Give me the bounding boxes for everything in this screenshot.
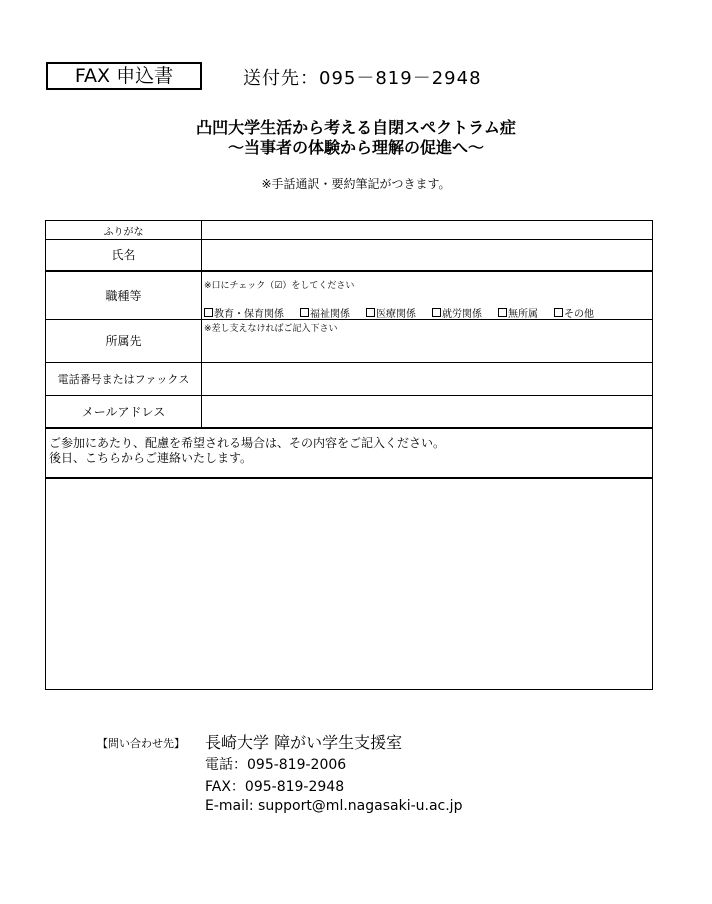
email-field[interactable] [202, 396, 654, 427]
occupation-options [204, 305, 594, 320]
checkbox[interactable] [366, 308, 375, 317]
checkbox[interactable] [498, 308, 507, 317]
affiliation-label: 所属先 [105, 334, 142, 348]
considerations-line-2: 後日、こちらからご連絡いたします。 [49, 451, 253, 465]
checkbox[interactable] [432, 308, 441, 317]
contact-organization: 長崎大学 障がい学生支援室 [205, 733, 403, 752]
checkbox[interactable] [300, 308, 309, 317]
considerations-instruction [49, 436, 445, 466]
furigana-label: ふりがな [103, 226, 144, 238]
occupation-option-other[interactable]: その他 [554, 305, 594, 320]
name-field[interactable] [202, 240, 654, 270]
phone-label: 電話番号またはファックス [57, 372, 190, 386]
phone-field[interactable] [202, 363, 654, 395]
occupation-label: 職種等 [105, 288, 142, 303]
checkbox[interactable] [204, 308, 213, 317]
occupation-option-education[interactable]: 教育・保育関係 [204, 305, 284, 320]
occupation-option-welfare[interactable]: 福祉関係 [300, 305, 350, 320]
affiliation-field[interactable] [202, 333, 654, 362]
event-title: 凸凹大学生活から考える自閉スペクトラム症 [196, 118, 516, 137]
considerations-line-1: ご参加にあたり、配慮を希望される場合は、その内容をご記入ください。 [49, 436, 446, 450]
affiliation-hint: ※差し支えなければご記入下さい [204, 324, 338, 334]
fax-form-label: FAX 申込書 [46, 62, 202, 90]
event-subtitle: ～当事者の体験から理解の促進へ～ [227, 138, 484, 157]
name-label: 氏名 [111, 248, 136, 262]
occupation-option-unaffiliated[interactable]: 無所属 [498, 305, 538, 320]
occupation-option-employment[interactable]: 就労関係 [432, 305, 482, 320]
contact-email[interactable]: E-mail: support@ml.nagasaki-u.ac.jp [205, 798, 463, 814]
contact-label: 【問い合わせ先】 [97, 737, 185, 750]
checkbox[interactable] [554, 308, 563, 317]
occupation-option-medical[interactable]: 医療関係 [366, 305, 416, 320]
contact-fax: FAX：095-819-2948 [205, 779, 345, 795]
interpretation-note: ※手話通訳・要約筆記がつきます。 [261, 177, 451, 191]
email-label: メールアドレス [81, 404, 166, 419]
row-divider [46, 427, 652, 429]
contact-phone: 電話：095-819-2006 [205, 757, 347, 773]
application-form [45, 220, 653, 690]
send-to-number: 送付先：095－819－2948 [243, 68, 482, 89]
furigana-field[interactable] [202, 221, 654, 239]
occupation-hint: ※口にチェック（☑）をしてください [204, 281, 355, 291]
considerations-field[interactable] [46, 479, 652, 689]
